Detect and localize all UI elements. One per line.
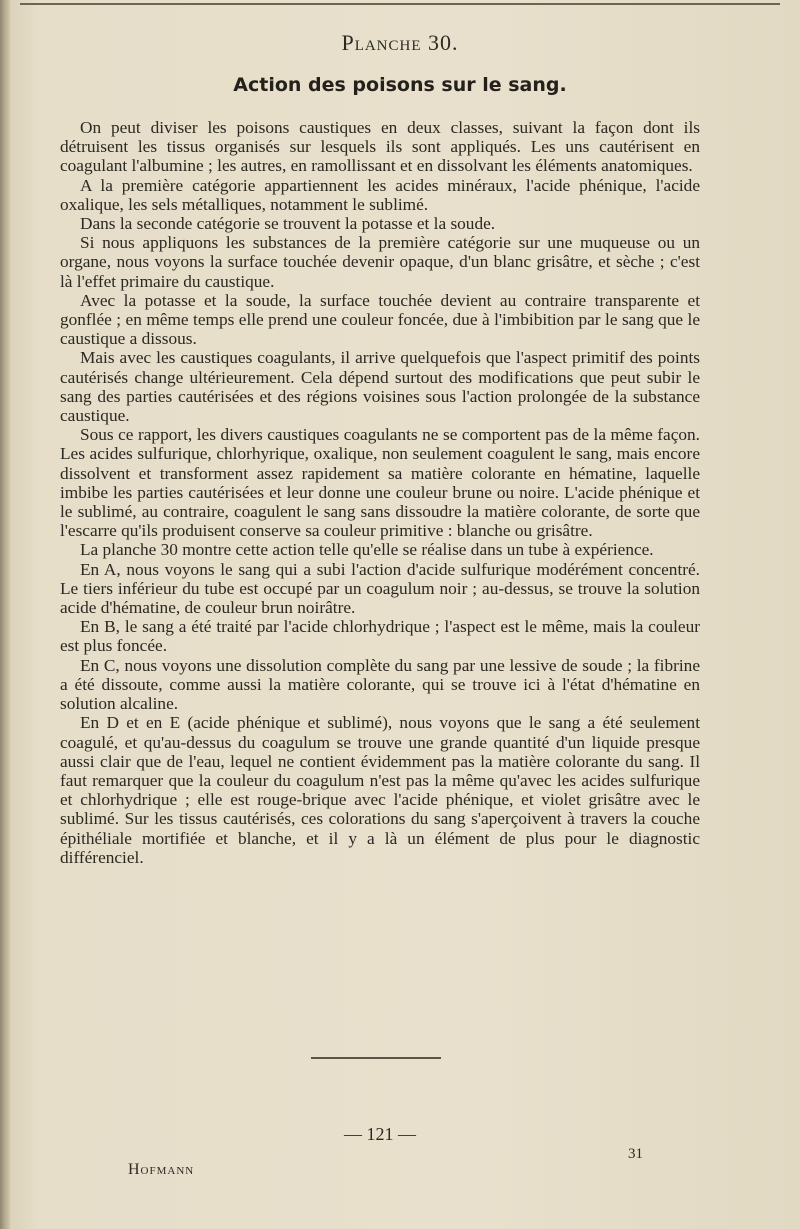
paragraph: Avec la potasse et la soude, la surface touchée devient au contraire transparente et gonflée ; en même temps elle prend une couleur foncée, due à l'imbibition par le sang que le caustique a dissous. <box>60 290 700 349</box>
paragraph: Mais avec les caustiques coagulants, il arrive quelquefois que l'aspect primitif des points cautérisés change ultérieurement. Cela dépend surtout des modifications que peut subir le sang des parties cautérisées et des régions voisines sous l'action prolongée de la substance caustique. <box>60 348 700 426</box>
paragraph: En D et en E (acide phénique et sublimé), nous voyons que le sang a été seulement coagulé, et qu'au-dessus du coagulum se trouve une grande quantité d'un liquide presque aussi clair que de l'eau, lequel ne contient évidemment pas la matière colorante du sang. Il faut remarquer que la couleur du coagulum n'est pas la même qu'avec les acides sulfurique et chlorhydrique ; elle est rouge-brique avec l'acide phénique, et violet grisâtre avec le sublimé. Sur les tissus cautérisés, ces colorations du sang s'aperçoivent à travers la couche épithéliale mortifiée et blanche, et il y a là un élément de plus pour le diagnostic différenciel. <box>60 713 700 867</box>
paragraph: A la première catégorie appartiennent les acides minéraux, l'acide phénique, l'acide oxalique, les sels métalliques, notamment le sublimé. <box>60 175 700 214</box>
section-title: Action des poisons sur le sang. <box>233 74 567 96</box>
plate-heading: Planche 30. <box>341 30 459 55</box>
paragraph: Dans la seconde catégorie se trouvent la potasse et la soude. <box>80 214 496 234</box>
body-text <box>60 118 700 867</box>
page-spine-shadow <box>0 0 10 1229</box>
paragraph: Sous ce rapport, les divers caustiques coagulants ne se comportent pas de la même façon. Les acides sulfurique, chlorhyrique, oxalique, non seulement coagulent le sang, mais encore dissolvent et transforment assez rapidement sa matière colorante en hématine, laquelle imbibe les parties cautérisées et leur donne une couleur brune ou noire. L'acide phénique et le sublimé, au contraire, coagulent le sang sans dissoudre la matière colorante, de sorte que l'escarre qu'ils produisent conserve sa couleur primitive : blanche ou grisâtre. <box>60 425 700 541</box>
author-name: Hofmann <box>128 1161 195 1178</box>
end-rule <box>311 1057 441 1059</box>
paragraph: La planche 30 montre cette action telle qu'elle se réalise dans un tube à expérience. <box>80 540 654 560</box>
top-rule <box>20 3 780 5</box>
paragraph: On peut diviser les poisons caustiques en deux classes, suivant la façon dont ils détruisent les tissus organisés sur lesquels ils sont appliqués. Les uns cautérisent en coagulant l'albumine ; les autres, en ramollissant et en dissolvant les éléments anatomiques. <box>60 118 700 176</box>
paragraph: En C, nous voyons une dissolution complète du sang par une lessive de soude ; la fibrine a été dissoute, comme aussi la matière colorante, qui se trouve ici à l'état d'hématine en solution alcaline. <box>60 655 700 714</box>
paragraph: En B, le sang a été traité par l'acide chlorhydrique ; l'aspect est le même, mais la couleur est plus foncée. <box>60 617 700 656</box>
paragraph: Si nous appliquons les substances de la première catégorie sur une muqueuse ou un organe, nous voyons la surface touchée devenir opaque, d'un blanc grisâtre, et sèche ; c'est là l'effet primaire du caustique. <box>60 233 700 291</box>
page-number: — 121 — <box>344 1124 416 1144</box>
paragraph: En A, nous voyons le sang qui a subi l'action d'acide sulfurique modérément concentré. Le tiers inférieur du tube est occupé par un coagulum noir ; au-dessus, se trouve la solution acide d'hématine, de couleur brun noirâtre. <box>60 559 700 618</box>
signature-mark: 31 <box>628 1146 643 1162</box>
